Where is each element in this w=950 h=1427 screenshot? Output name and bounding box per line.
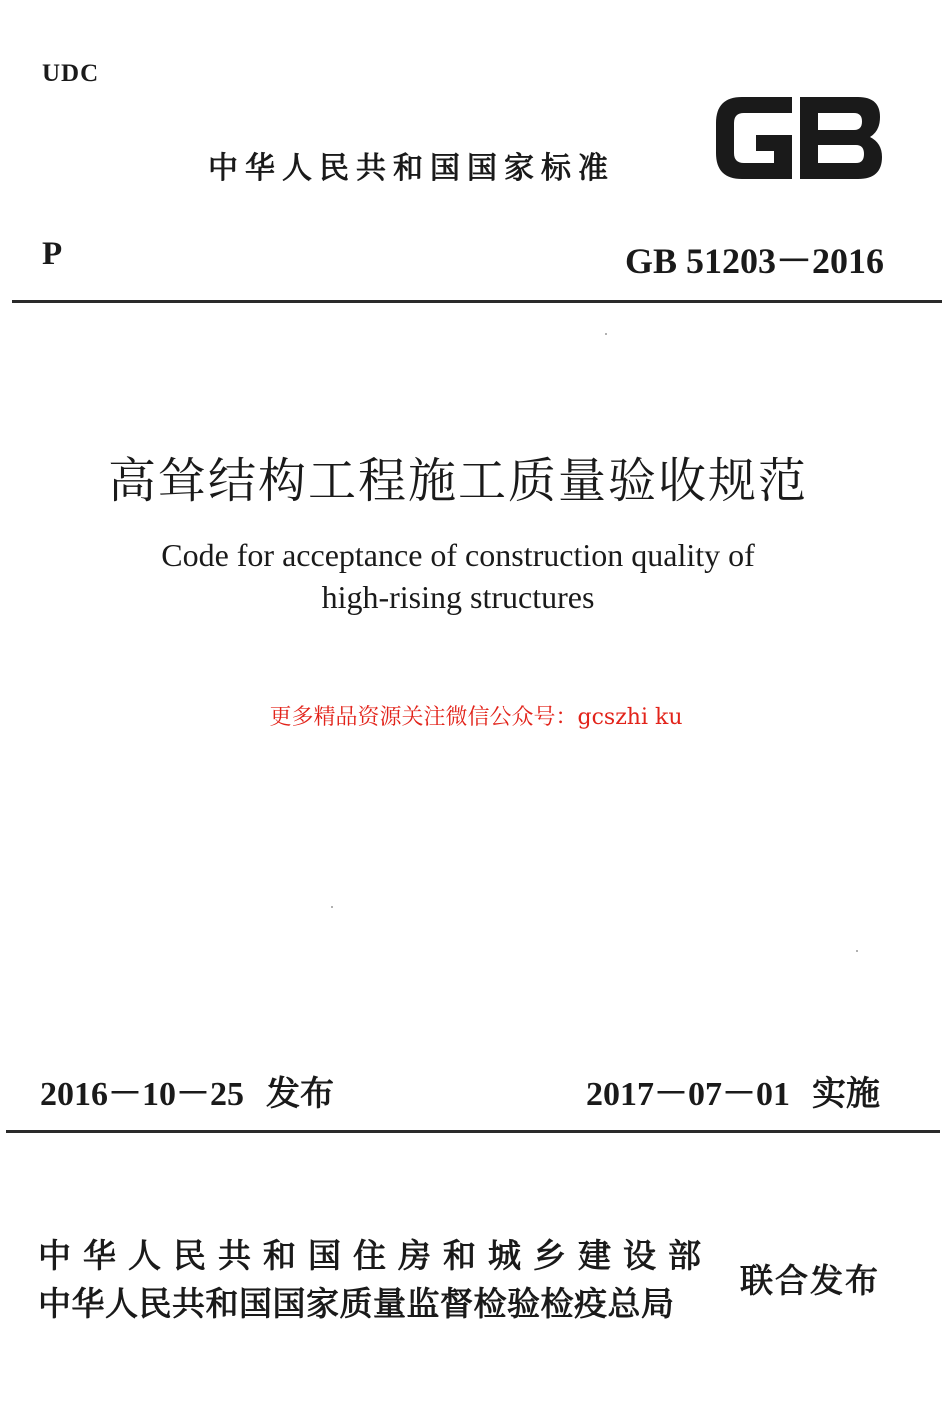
- gb-logo-text: GB: [798, 153, 800, 154]
- publish-label: 发布: [266, 1074, 334, 1114]
- bottom-divider: [6, 1130, 940, 1133]
- scan-speck: [856, 950, 858, 952]
- title-english-line1: Code for acceptance of construction quality of: [161, 537, 755, 573]
- gb-logo-g: [716, 97, 792, 179]
- joint-publish-label: 联合发布: [740, 1261, 880, 1300]
- title-english-line2: high-rising structures: [321, 579, 595, 615]
- promo-text: 更多精品资源关注微信公众号：gcszhi ku: [269, 705, 683, 730]
- udc-label: UDC: [42, 60, 100, 87]
- scan-speck: [605, 333, 607, 335]
- issuers-block: [38, 1232, 713, 1328]
- publish-date: 2016－10－25: [40, 1076, 244, 1113]
- classification-code: P: [42, 236, 63, 272]
- title-chinese: 高耸结构工程施工质量验收规范: [107, 453, 808, 509]
- standard-number: GB 51203－2016: [624, 241, 884, 281]
- scan-speck: [331, 906, 333, 908]
- effective-date-block: [586, 1066, 880, 1115]
- top-divider: [12, 300, 942, 303]
- publish-date-block: [40, 1066, 334, 1115]
- issuer-line1: 中华人民共和国住房和城乡建设部: [38, 1236, 713, 1275]
- gb-logo: [712, 93, 884, 183]
- issuer-line2: 中华人民共和国国家质量监督检验检疫总局: [38, 1284, 675, 1323]
- standard-category: 中华人民共和国国家标准: [208, 151, 615, 186]
- title-english: [0, 534, 916, 618]
- gb-logo-b: [800, 97, 882, 179]
- effective-date: 2017－07－01: [586, 1076, 790, 1113]
- effective-label: 实施: [812, 1074, 880, 1114]
